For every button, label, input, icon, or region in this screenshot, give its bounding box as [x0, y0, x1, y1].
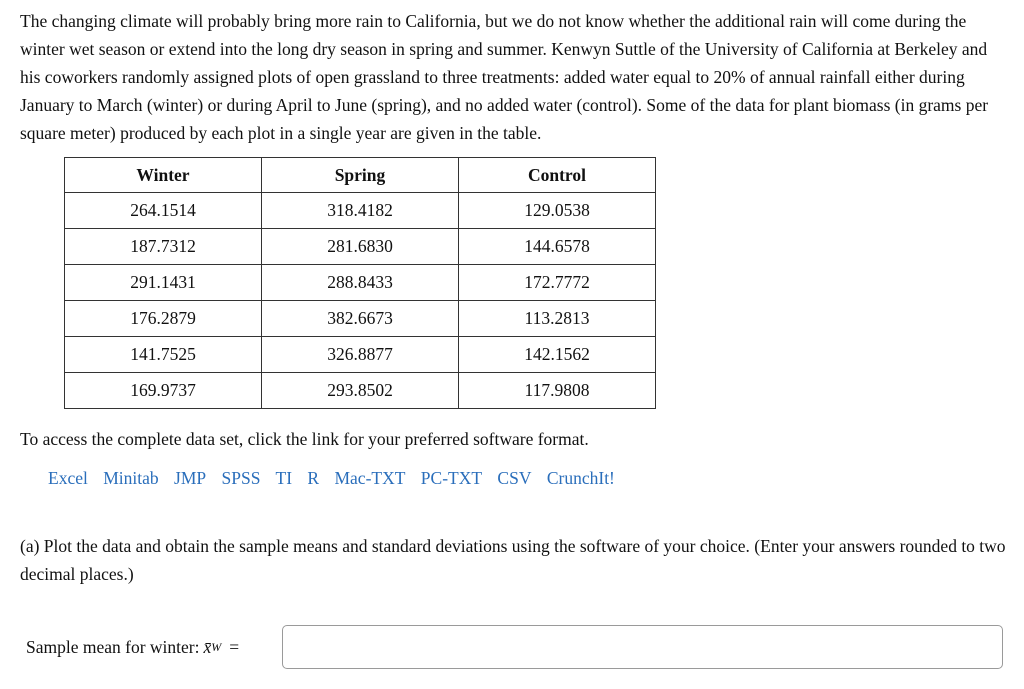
link-jmp[interactable]: JMP — [174, 468, 207, 488]
question-a: (a) Plot the data and obtain the sample means and standard deviations using the software of your choice. (Enter your answers rounded to two decimal places.) — [20, 536, 1006, 584]
table-cell: 117.9808 — [459, 373, 656, 409]
table-cell: 129.0538 — [459, 193, 656, 229]
header-control: Control — [459, 158, 656, 193]
table-cell: 141.7525 — [65, 337, 262, 373]
winter-mean-input[interactable] — [282, 625, 1003, 669]
link-r[interactable]: R — [307, 468, 320, 488]
software-links — [48, 464, 626, 492]
xbar-subscript: W — [211, 639, 222, 654]
table-cell: 264.1514 — [65, 193, 262, 229]
table-header-row — [65, 158, 656, 193]
table-cell: 144.6578 — [459, 229, 656, 265]
biomass-table — [64, 157, 656, 409]
answer-label-row — [26, 624, 239, 670]
link-excel[interactable]: Excel — [48, 468, 88, 488]
access-instructions: To access the complete data set, click the link for your preferred software format. — [20, 429, 589, 449]
table-cell: 169.9737 — [65, 373, 262, 409]
table-row — [65, 229, 656, 265]
table-cell: 187.7312 — [65, 229, 262, 265]
table-row — [65, 193, 656, 229]
equals-sign: = — [229, 636, 240, 657]
table-cell: 172.7772 — [459, 265, 656, 301]
header-spring: Spring — [262, 158, 459, 193]
table-cell: 318.4182 — [262, 193, 459, 229]
table-row — [65, 301, 656, 337]
table-cell: 288.8433 — [262, 265, 459, 301]
table-cell: 293.8502 — [262, 373, 459, 409]
answer-label: Sample mean for winter: — [26, 636, 200, 657]
table-row — [65, 265, 656, 301]
table-cell: 291.1431 — [65, 265, 262, 301]
link-pc-txt[interactable]: PC-TXT — [420, 468, 483, 488]
problem-intro: The changing climate will probably bring more rain to California, but we do not know whether the additional rain will come during the winter wet season or extend into the long dry season in spring and summer. Kenwyn Suttle of the University of California at Berkeley and his coworkers randomly assigned plots of open grassland to three treatments: added water equal to 20% of annual rainfall either during January to March (winter) or during April to June (spring), and no added water (control). Some of the data for plant biomass (in grams per square meter) produced by each plot in a single year are given in the table. — [20, 11, 989, 143]
table-row — [65, 373, 656, 409]
link-minitab[interactable]: Minitab — [103, 468, 159, 488]
link-csv[interactable]: CSV — [497, 468, 532, 488]
header-winter: Winter — [65, 158, 262, 193]
table-row — [65, 337, 656, 373]
table-cell: 113.2813 — [459, 301, 656, 337]
table-cell: 142.1562 — [459, 337, 656, 373]
link-spss[interactable]: SPSS — [221, 468, 261, 488]
xbar-symbol: x̄ — [203, 636, 212, 657]
table-cell: 382.6673 — [262, 301, 459, 337]
link-mac-txt[interactable]: Mac-TXT — [334, 468, 406, 488]
link-crunchit[interactable]: CrunchIt! — [546, 468, 615, 488]
table-cell: 176.2879 — [65, 301, 262, 337]
link-ti[interactable]: TI — [275, 468, 293, 488]
table-cell: 326.8877 — [262, 337, 459, 373]
table-cell: 281.6830 — [262, 229, 459, 265]
